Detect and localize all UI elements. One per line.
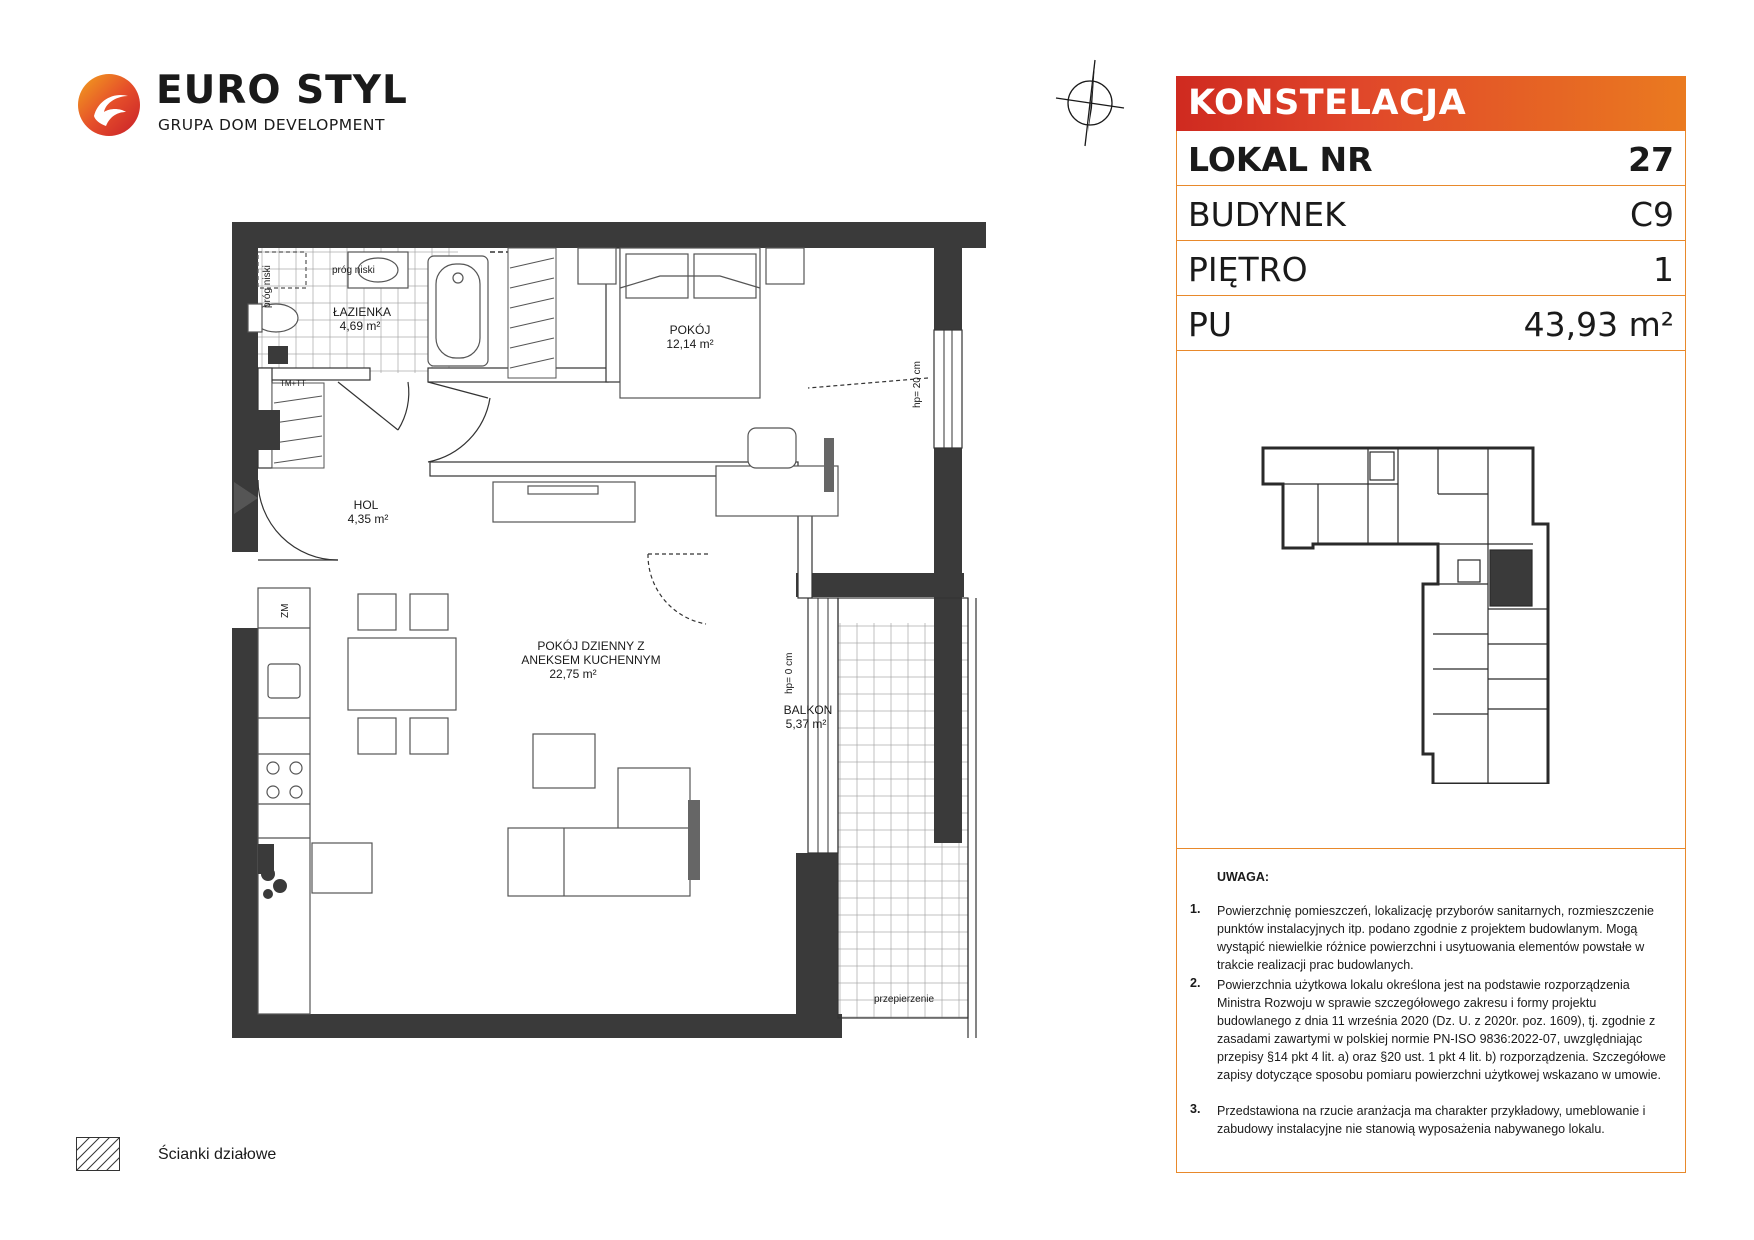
detail-label: PIĘTRO xyxy=(1188,250,1308,289)
panel-divider xyxy=(1176,848,1686,849)
legend-label: Ścianki działowe xyxy=(158,1146,277,1163)
detail-row-building xyxy=(1176,186,1686,241)
partition-wall-legend-icon xyxy=(76,1137,120,1171)
sill-height-label: hp= 20 cm xyxy=(912,361,923,408)
detail-label: LOKAL NR xyxy=(1188,140,1373,179)
detail-value: 1 xyxy=(1653,250,1674,289)
detail-row-unit xyxy=(1176,131,1686,186)
brand-subtitle: GRUPA DOM DEVELOPMENT xyxy=(158,116,385,134)
brand-name: EURO STYL xyxy=(156,68,408,113)
note-text: Powierzchnia użytkowa lokalu określona jest na podstawie rozporządzenia Ministra Rozwoju w sprawie szczegółowego zakresu i formy projektu budowlanego z dnia 11 września 2020 (Dz. U. z 2020r. poz. 1609), tj. zgodnie z zasadami zawartymi w polskiej normie PN-ISO 9836:2022-07, uwzględniając przepisy §14 pkt 4 lit. a) oraz §20 ust. 1 pkt 4 lit. b) rozporządzenia. Szczegółowe zapisy dotyczące sposobu pomiaru powierzchni użytkowej wskazano w umowie. xyxy=(1217,978,1666,1082)
detail-label: BUDYNEK xyxy=(1188,195,1346,234)
detail-value: 27 xyxy=(1628,140,1674,179)
detail-label: PU xyxy=(1188,305,1233,344)
sill-height-label: hp= 0 cm xyxy=(784,652,795,694)
notes-title: UWAGA: xyxy=(1217,870,1270,884)
room-area-bathroom: 4,69 m² xyxy=(339,319,381,333)
note-text: Powierzchnię pomieszczeń, lokalizację przyborów sanitarnych, rozmieszczenie punktów instalacyjnych itp. podano zgodnie z projektem budowlanym. Mogą wystąpić niewielkie różnice powierzchni i usytuowania elementów powstałe w trakcie realizacji prac budowlanych. xyxy=(1217,904,1654,972)
partition-label: przepierzenie xyxy=(874,994,935,1005)
room-name-balcony: BALKON xyxy=(783,703,833,717)
room-name-bathroom: ŁAZIENKA xyxy=(332,305,392,319)
room-name-living-line2: ANEKSEM KUCHENNYM xyxy=(521,653,661,667)
room-name-bedroom: POKÓJ xyxy=(669,323,711,337)
note-number: 2. xyxy=(1190,976,1201,990)
detail-row-area xyxy=(1176,296,1686,351)
project-name: KONSTELACJA xyxy=(1188,83,1467,123)
threshold-label: próg niski xyxy=(262,265,273,308)
room-name-hall: HOL xyxy=(353,498,379,512)
room-name-living-line1: POKÓJ DZIENNY Z xyxy=(537,639,645,653)
meter-label: TM+TT xyxy=(280,379,306,388)
detail-row-floor xyxy=(1176,241,1686,296)
room-area-balcony: 5,37 m² xyxy=(785,717,827,731)
building-key-plan xyxy=(1258,444,1578,784)
floor-plan xyxy=(228,218,988,1038)
detail-value: C9 xyxy=(1629,195,1674,234)
brand-logo-icon xyxy=(76,72,142,138)
meter-label: ZM xyxy=(280,603,291,618)
note-number: 3. xyxy=(1190,1102,1201,1116)
note-number: 1. xyxy=(1190,902,1201,916)
north-arrow-icon xyxy=(1050,58,1130,148)
detail-value: 43,93 m² xyxy=(1523,305,1674,344)
threshold-label: próg niski xyxy=(332,265,375,276)
room-area-bedroom: 12,14 m² xyxy=(666,337,714,351)
room-area-hall: 4,35 m² xyxy=(347,512,389,526)
room-area-living: 22,75 m² xyxy=(549,667,597,681)
note-text: Przedstawiona na rzucie aranżacja ma charakter przykładowy, umeblowanie i zabudowy instalacyjne nie stanowią wyposażenia nabywanego lokalu. xyxy=(1217,1104,1646,1136)
